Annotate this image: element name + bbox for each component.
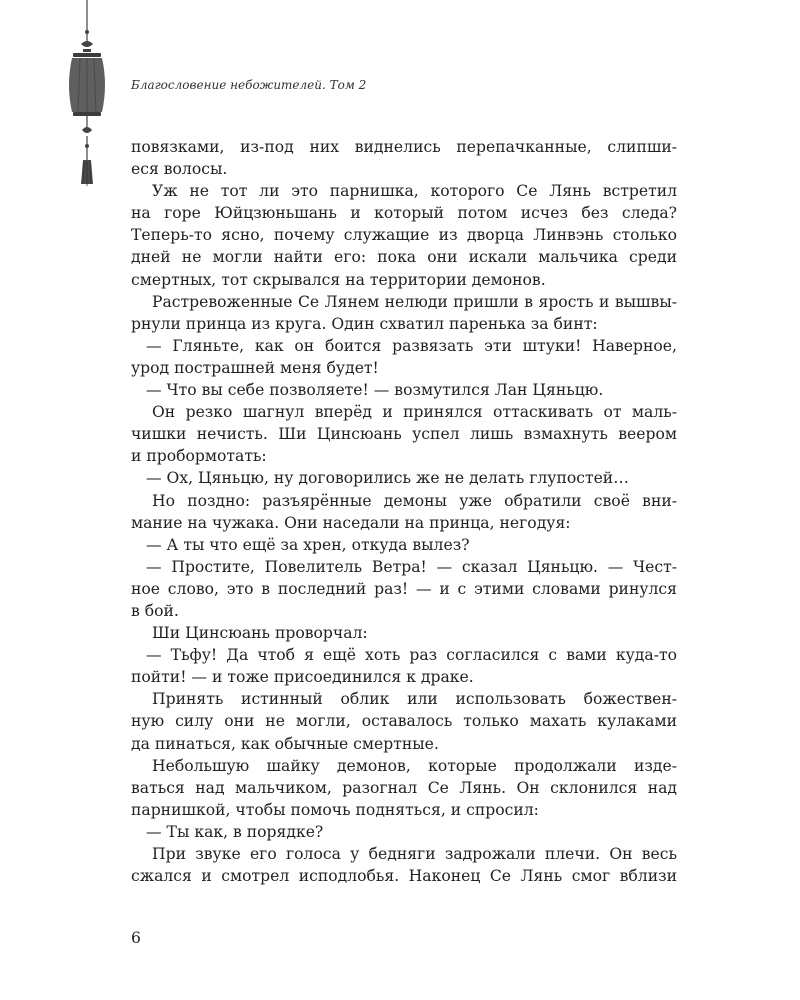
text-line: Он резко шагнул вперёд и принялся оттаскивать от маль- [152, 403, 677, 422]
text-line: Небольшую шайку демонов, которые продолжали изде- [152, 756, 677, 775]
text-line: да пинаться, как обычные смертные. [131, 734, 439, 753]
text-line: смертных, тот скрывался на территории демонов. [131, 270, 546, 289]
text-line: пойти! — и тоже присоединился к драке. [131, 668, 474, 687]
text-line: — Что вы себе позволяете! — возмутился Лан Цяньцю. [146, 381, 604, 400]
text-line: и пробормотать: [131, 447, 267, 466]
text-line: еся волосы. [131, 160, 228, 179]
page-body [131, 136, 677, 887]
text-line: на горе Юйцзюньшань и который потом исчез без следа? [131, 204, 677, 223]
text-line: — Ох, Цяньцю, ну договорились же не делать глупостей… [146, 469, 629, 488]
page-number: 6 [131, 929, 141, 947]
text-line: — Тьфу! Да чтоб я ещё хоть раз согласился с вами куда-то [146, 646, 677, 665]
running-head: Благословение небожителей. Том 2 [131, 78, 367, 92]
text-line: чишки нечисть. Ши Цинсюань успел лишь взмахнуть веером [131, 425, 677, 444]
text-line: — Простите, Повелитель Ветра! — сказал Цяньцю. — Чест- [146, 557, 677, 576]
text-line: повязками, из-под них виднелись перепачканные, слипши- [131, 138, 677, 156]
text-line: Уж не тот ли это парнишка, которого Се Лянь встретил [152, 182, 677, 201]
text-line: в бой. [131, 601, 179, 620]
text-line: ваться над мальчиком, разогнал Се Лянь. Он склонился над [131, 778, 677, 797]
text-line: Принять истинный облик или использовать божествен- [152, 690, 677, 709]
text-line: Ши Цинсюань проворчал: [152, 624, 368, 643]
text-line: Растревоженные Се Лянем нелюди пришли в ярость и вышвы- [152, 292, 677, 311]
text-line: При звуке его голоса у бедняги задрожали плечи. Он весь [152, 845, 677, 863]
text-line: мание на чужака. Они наседали на принца, негодуя: [131, 513, 571, 532]
lantern-icon [62, 0, 112, 192]
text-line: парнишкой, чтобы помочь подняться, и спросил: [131, 800, 539, 819]
text-line: — Ты как, в порядке? [146, 822, 324, 841]
text-line: Но поздно: разъярённые демоны уже обратили своё вни- [152, 491, 677, 510]
text-line: Теперь-то ясно, почему служащие из дворца Линвэнь столько [131, 226, 677, 245]
text-line: сжался и смотрел исподлобья. Наконец Се Лянь смог вблизи [131, 867, 677, 886]
text-line: — А ты что ещё за хрен, откуда вылез? [146, 535, 470, 554]
text-line: ную силу они не могли, оставалось только махать кулаками [131, 712, 677, 731]
text-line: — Гляньте, как он боится развязать эти штуки! Наверное, [146, 336, 677, 355]
text-line: ное слово, это в последний раз! — и с этими словами ринулся [131, 579, 677, 598]
text-line: рнули принца из круга. Один схватил паренька за бинт: [131, 314, 598, 333]
text-line: урод пострашней меня будет! [131, 358, 379, 377]
text-line: дней не могли найти его: пока они искали мальчика среди [131, 248, 677, 267]
